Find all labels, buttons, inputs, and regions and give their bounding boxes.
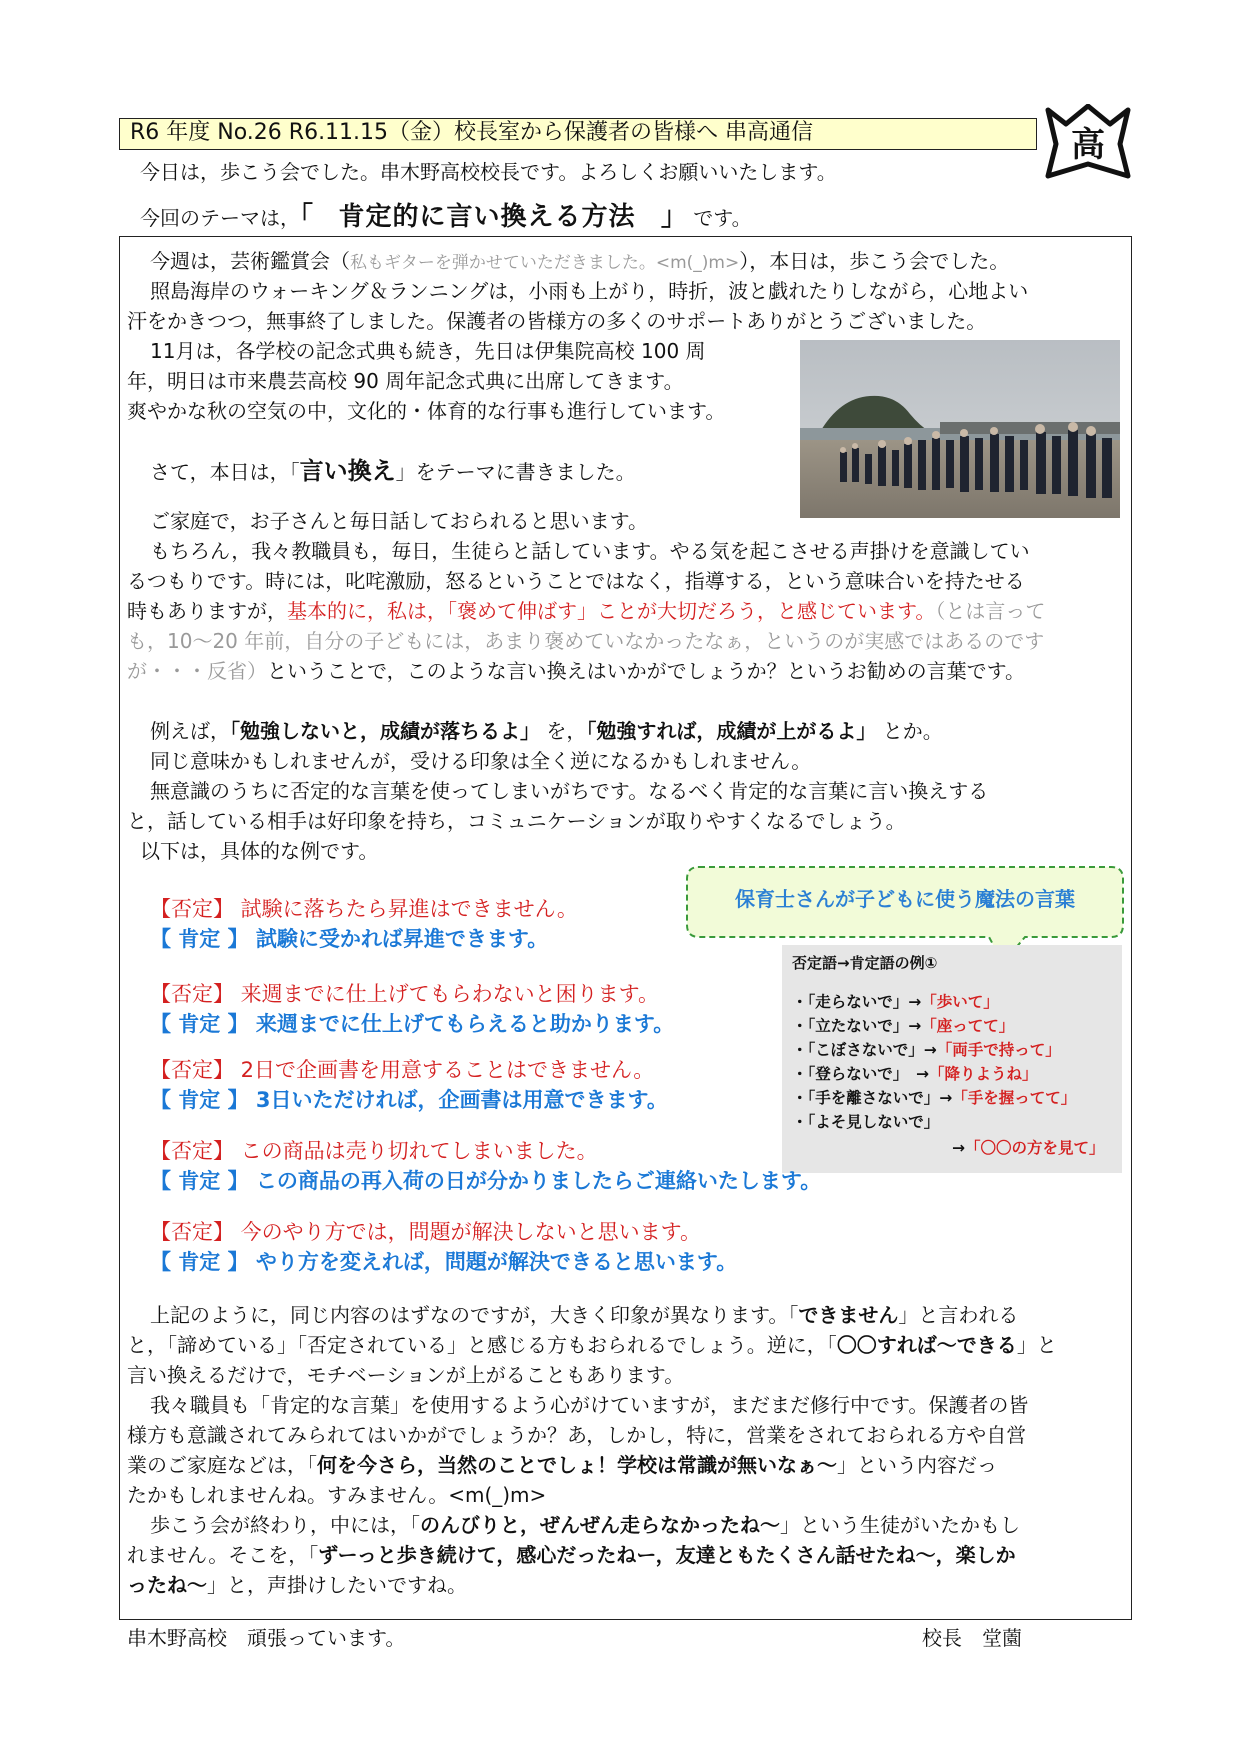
- example-item: ・「立たないで」→「座ってて」: [792, 1017, 1015, 1035]
- paragraph-line: 無意識のうちに否定的な言葉を使ってしまいがちです。なるべく肯定的な言葉に言い換えする: [150, 779, 989, 803]
- logo-glyph: 高: [1071, 125, 1105, 165]
- example-item: ・「こぼさないで」→「両手で持って」: [792, 1041, 1061, 1059]
- header-bar: R6 年度 No.26 R6.11.15（金）校長室から保護者の皆様へ 串高通信: [119, 118, 1037, 150]
- footer-signature: 校長 堂薗: [922, 1626, 1022, 1650]
- speech-bubble-text: 保育士さんが子どもに使う魔法の言葉: [735, 887, 1075, 911]
- positive-example: 【 肯定 】 この商品の再入荷の日が分かりましたらご連絡いたします。: [150, 1169, 822, 1193]
- paragraph-line: ご家庭で，お子さんと毎日話しておられると思います。: [150, 509, 648, 533]
- emphasis-text: ったね～: [127, 1573, 207, 1597]
- text-span: 」をテーマに書きました。: [395, 460, 636, 484]
- positive-example: 【 肯定 】 試験に受かれば昇進できます。: [150, 927, 549, 951]
- text-span: と，「諦めている」「否定されている」と感じる方もおられるでしょう。逆に，「: [127, 1333, 837, 1357]
- aside-text: 私もギターを弾かせていただきました。<m(_)m>: [350, 253, 740, 273]
- negative-example: 【否定】 今のやり方では，問題が解決しないと思います。: [150, 1220, 701, 1244]
- theme-title: 肯定的に言い換える方法: [338, 202, 636, 232]
- paragraph-line: [127, 1450, 997, 1480]
- negative-example: 【否定】 2日で企画書を用意することはできません。: [150, 1058, 655, 1082]
- text-span: れません。そこを，「: [127, 1543, 319, 1567]
- positive-example: 【 肯定 】 来週までに仕上げてもらえると助かります。: [150, 1012, 675, 1036]
- text-span: を，: [546, 719, 587, 743]
- text-span: 」と，声掛けしたいですね。: [207, 1573, 467, 1597]
- paragraph-line: [150, 456, 636, 487]
- paragraph-line: [127, 656, 1025, 686]
- examples-title: 否定語→肯定語の例①: [792, 954, 938, 972]
- paragraph-line: と，話している相手は好印象を持ち，コミュニケーションが取りやすくなるでしょう。: [127, 809, 906, 833]
- text-span: 」という内容だっ: [837, 1453, 997, 1477]
- beach-photo: [800, 340, 1120, 518]
- example-item: →「〇〇の方を見て」: [952, 1139, 1105, 1157]
- paragraph-line: もちろん，我々教職員も，毎日，生徒らと話しています。やる気を起こさせる声掛けを意識してい: [150, 539, 1030, 563]
- theme-line: [140, 196, 752, 233]
- emphasis-text: ずーっと歩き続けて，感心だったねー，友達ともたくさん話せたね～，楽しか: [318, 1543, 1016, 1567]
- text-span: さて，本日は，「: [150, 460, 300, 484]
- paragraph-line: 言い換えるだけで，モチベーションが上がることもあります。: [127, 1363, 685, 1387]
- negative-example: 【否定】 試験に落ちたら昇進はできません。: [150, 897, 578, 921]
- text-span: 」という生徒がいたかもし: [780, 1513, 1020, 1537]
- aside-text: が・・・反省）: [127, 659, 267, 683]
- positive-example: 【 肯定 】 やり方を変えれば，問題が解決できると思います。: [150, 1250, 738, 1274]
- example-item: ・「手を離さないで」→「手を握ってて」: [792, 1089, 1077, 1107]
- paragraph-line: 以下は，具体的な例です。: [140, 839, 379, 863]
- intro-text: 今日は，歩こう会でした。串木野高校校長です。よろしくお願いいたします。: [140, 160, 837, 184]
- theme-close-bracket: 」: [660, 202, 687, 232]
- text-span: 例えば，: [150, 719, 230, 743]
- paragraph-line: 照島海岸のウォーキング＆ランニングは，小雨も上がり，時折，波と戯れたりしながら，心地よい: [150, 279, 1029, 303]
- example-item: ・「走らないで」→「歩いて」: [792, 993, 999, 1011]
- negative-example: 【否定】 来週までに仕上げてもらわないと困ります。: [150, 982, 659, 1006]
- paragraph-line: [150, 1510, 1020, 1540]
- example-item: ・「登らないで」 →「降りようね」: [792, 1065, 1038, 1083]
- paragraph-line: [127, 1330, 1057, 1360]
- footer-school: 串木野高校 頑張っています。: [127, 1626, 406, 1650]
- text-span: ），本日は，歩こう会でした。: [739, 249, 1010, 273]
- paragraph-line: [127, 1570, 467, 1600]
- paragraph-line: 汗をかきつつ，無事終了しました。保護者の皆様方の多くのサポートありがとうございました。: [127, 309, 987, 333]
- aside-line: も，10～20 年前，自分の子どもには，あまり褒めていなかったなぁ，というのが実感ではあるのです: [127, 629, 1045, 653]
- text-span: 業のご家庭などは，「: [127, 1453, 317, 1477]
- theme-open-bracket: 「: [300, 202, 314, 232]
- emphasis-text: 何を今さら，当然のことでしょ！学校は常識が無いなぁ～: [317, 1453, 837, 1477]
- example-phrase: 「勉強すれば，成績が上がるよ」: [586, 719, 877, 743]
- text-span: 歩こう会が終わり，中には，「: [150, 1513, 420, 1537]
- theme-prefix: 今回のテーマは，: [140, 206, 300, 230]
- paragraph-line: [150, 716, 943, 746]
- text-span: ということで，このような言い換えはいかがでしょうか？というお勧めの言葉です。: [267, 659, 1025, 683]
- paragraph-line: 同じ意味かもしれませんが，受ける印象は全く逆になるかもしれません。: [150, 749, 812, 773]
- paragraph-line: 年，明日は市来農芸高校 90 周年記念式典に出席してきます。: [127, 369, 684, 393]
- theme-suffix: です。: [693, 206, 752, 230]
- text-span: 時もありますが，: [127, 599, 287, 623]
- paragraph-line: たかもしれませんね。すみません。<m(_)m>: [127, 1483, 547, 1507]
- school-logo-icon: [1044, 104, 1132, 180]
- example-phrase: 「勉強しないと，成績が落ちるよ」: [230, 719, 540, 743]
- emphasis-text: できません: [798, 1303, 899, 1327]
- paragraph-line: 様方も意識されてみられてはいかがでしょうか？あ，しかし，特に，営業をされておられる方や自営: [127, 1423, 1027, 1447]
- text-span: 今週は，芸術鑑賞会（: [150, 249, 350, 273]
- paragraph-line: [150, 246, 1009, 278]
- negative-example: 【否定】 この商品は売り切れてしまいました。: [150, 1139, 598, 1163]
- text-span: とか。: [882, 719, 943, 743]
- emphasis-text: 〇〇すれば～できる: [836, 1333, 1017, 1357]
- keyword-iikae: 言い換え: [299, 457, 396, 485]
- aside-text: （とは言って: [935, 599, 1046, 623]
- text-span: 上記のように，同じ内容のはずなのですが，大きく印象が異なります。「: [150, 1303, 799, 1327]
- text-span: 」と: [1016, 1333, 1057, 1357]
- highlight-text: 基本的に，私は，「褒めて伸ばす」ことが大切だろう，と感じています。: [287, 599, 936, 623]
- paragraph-line: [127, 1540, 1016, 1570]
- paragraph-line: [127, 596, 1045, 626]
- paragraph-line: [150, 1300, 1018, 1330]
- emphasis-text: のんびりと，ぜんぜん走らなかったね～: [420, 1513, 780, 1537]
- paragraph-line: るつもりです。時には，叱咤激励，怒るということではなく，指導する，という意味合いを持たせる: [127, 569, 1025, 593]
- paragraph-line: 爽やかな秋の空気の中，文化的・体育的な行事も進行しています。: [127, 399, 726, 423]
- paragraph-line: 我々職員も「肯定的な言葉」を使用するよう心がけていますが，まだまだ修行中です。保護者の皆: [150, 1393, 1029, 1417]
- paragraph-line: 11月は，各学校の記念式典も続き，先日は伊集院高校 100 周: [150, 339, 706, 363]
- example-item: ・「よそ見しないで」: [792, 1113, 940, 1131]
- text-span: 」と言われる: [898, 1303, 1019, 1327]
- positive-example: 【 肯定 】 3日いただければ，企画書は用意できます。: [150, 1088, 668, 1112]
